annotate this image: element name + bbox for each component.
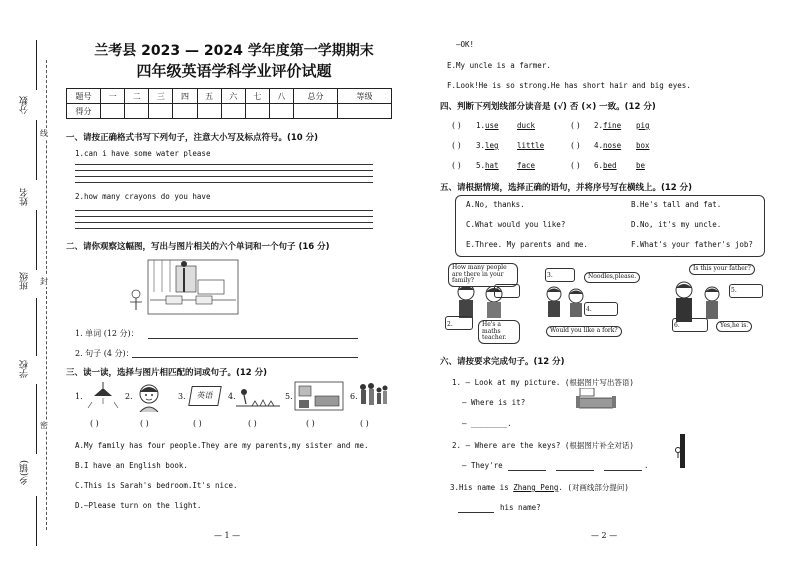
answer-line[interactable] xyxy=(508,470,546,471)
door-keys-icon xyxy=(674,434,688,468)
score-input[interactable] xyxy=(245,104,269,119)
scene1-blank-number: 1. xyxy=(496,287,502,294)
scene1-question-bubble: How many people are there in your family? xyxy=(448,263,518,287)
judge-word-2: pig xyxy=(636,121,650,130)
judge-word-5: face xyxy=(517,161,536,170)
judge-word-3: little xyxy=(517,141,545,150)
answer-line[interactable] xyxy=(148,338,358,339)
boy-face-icon xyxy=(136,382,162,412)
cell-q3: 三 xyxy=(149,89,173,104)
bedroom-icon xyxy=(293,380,345,412)
choice-f: F.What's your father's job? xyxy=(631,240,753,249)
sidebar-label-score: 分数 xyxy=(20,96,30,114)
answer-blank[interactable] xyxy=(545,268,575,282)
cell-total: 总分 xyxy=(294,89,338,104)
judge-bracket[interactable]: ( ) xyxy=(571,161,580,170)
lamp-icon xyxy=(86,382,120,412)
answer-line[interactable] xyxy=(458,512,494,513)
exam-title-line1: 兰考县 2023 — 2024 学年度第一学期期末 xyxy=(94,43,374,59)
section6-q3-prompt: 3.His name is Zhang Peng. (对画线部分提问) xyxy=(450,483,629,492)
answer-bracket[interactable]: ( ) xyxy=(140,419,149,428)
item-number: 6. xyxy=(350,392,358,401)
judge-word-1: duck xyxy=(517,121,536,130)
score-input[interactable] xyxy=(149,104,173,119)
cell-grade: 等级 xyxy=(338,89,392,104)
section2-heading: 二、请你观察这幅图，写出与图片相关的六个单词和一个句子 (16 分) xyxy=(66,242,330,252)
writing-line[interactable] xyxy=(75,228,373,229)
score-input[interactable] xyxy=(221,104,245,119)
cell-q2: 二 xyxy=(125,89,149,104)
section6-heading: 六、请按要求完成句子。(12 分) xyxy=(440,357,565,367)
scene3-question-bubble: Is this your father? xyxy=(689,264,755,275)
sidebar-label-town: 乡(镇) xyxy=(20,460,30,486)
section5-heading: 五、请根据情境，选择正确的语句，并将序号写在横线上。(12 分) xyxy=(440,183,693,193)
scene2-question-bubble: Would you like a fork? xyxy=(546,326,622,337)
item-number: 3. xyxy=(178,392,186,401)
judge-item-2: 2.fine xyxy=(594,121,622,130)
score-input[interactable] xyxy=(338,104,392,119)
scene3-answer-bubble: Yes,he is. xyxy=(716,321,752,332)
answer-line[interactable] xyxy=(556,470,594,471)
writing-line[interactable] xyxy=(75,210,373,211)
answer-blank[interactable] xyxy=(584,302,618,316)
answer-bracket[interactable]: ( ) xyxy=(248,419,257,428)
option-b: B.I have an English book. xyxy=(75,461,188,470)
sidebar-line xyxy=(36,210,37,270)
answer-bracket[interactable]: ( ) xyxy=(193,419,202,428)
answer-blank[interactable] xyxy=(729,284,763,298)
judge-word-6: be xyxy=(636,161,646,170)
classroom-picture xyxy=(126,256,244,318)
score-input[interactable] xyxy=(294,104,338,119)
cell-q7: 七 xyxy=(245,89,269,104)
writing-line[interactable] xyxy=(75,216,373,217)
section2-words-label: 1. 单词 (12 分)： xyxy=(75,329,139,338)
section2-sentence-label: 2. 句子 (4 分)： xyxy=(75,349,134,358)
choice-a: A.No, thanks. xyxy=(466,200,525,209)
page-number-1: — 1 — xyxy=(214,531,241,540)
judge-item-1: 1.use xyxy=(476,121,499,130)
cell-q4: 四 xyxy=(173,89,197,104)
sidebar-line xyxy=(36,40,37,90)
answer-blank[interactable] xyxy=(445,316,473,330)
section1-heading: 一、请按正确格式书写下列句子，注意大小写及标点符号。(10 分) xyxy=(66,133,319,143)
score-input[interactable] xyxy=(197,104,221,119)
item-number: 1. xyxy=(75,392,83,401)
answer-blank[interactable] xyxy=(494,284,520,298)
section3-heading: 三、读一读，选择与图片相匹配的词或句子。(12 分) xyxy=(66,368,268,378)
score-input[interactable] xyxy=(269,104,293,119)
judge-bracket[interactable]: ( ) xyxy=(571,121,580,130)
section6-q2-prompt: 2. — Where are the keys? (根据图片补全对话) xyxy=(452,441,634,450)
item-number: 4. xyxy=(228,392,236,401)
scene1-blank-number: 2. xyxy=(447,321,453,328)
scene2-blank-number: 3. xyxy=(547,272,553,279)
cell-q5: 五 xyxy=(197,89,221,104)
score-table-header-row xyxy=(67,89,392,104)
option-f: F.Look!He is so strong.He has short hair and big eyes. xyxy=(447,81,691,90)
sidebar-line xyxy=(36,496,37,546)
judge-item-6: 6.bed xyxy=(594,161,617,170)
page-number-2: — 2 — xyxy=(591,531,618,540)
option-d: D.—Please turn on the light. xyxy=(75,501,202,510)
answer-blank[interactable] xyxy=(672,318,708,332)
judge-item-5: 5.hat xyxy=(476,161,499,170)
cell-q8: 八 xyxy=(269,89,293,104)
answer-bracket[interactable]: ( ) xyxy=(90,419,99,428)
answer-bracket[interactable]: ( ) xyxy=(306,419,315,428)
answer-line[interactable] xyxy=(132,357,358,358)
cell-label: 题号 xyxy=(67,89,101,104)
writing-line[interactable] xyxy=(75,222,373,223)
choice-d: D.No, it's my uncle. xyxy=(631,220,722,229)
writing-line[interactable] xyxy=(75,164,373,165)
judge-item-4: 4.nose xyxy=(594,141,622,150)
sidebar-line xyxy=(36,298,37,356)
seal-char-seal: 封 xyxy=(40,277,48,286)
sidebar-label-name: 姓名 xyxy=(20,188,30,206)
score-input[interactable] xyxy=(101,104,125,119)
sidebar-line xyxy=(36,384,37,454)
choice-b: B.He's tall and fat. xyxy=(631,200,722,209)
period: . xyxy=(644,461,649,470)
writing-line[interactable] xyxy=(75,176,373,177)
sidebar-label-school: 学校 xyxy=(20,360,30,378)
item-number: 5. xyxy=(285,392,293,401)
scene2-answer-bubble: Noodles,please. xyxy=(584,272,640,283)
section6-q1-answer[interactable]: — ________. xyxy=(462,419,512,428)
sidebar-line xyxy=(36,120,37,180)
item-number: 2. xyxy=(125,392,133,401)
sidebar-label-class: 班级 xyxy=(20,272,30,290)
binding-margin xyxy=(0,0,52,561)
exam-title-line2: 四年级英语学科学业评价试题 xyxy=(136,62,332,80)
section1-q1: 1.can i have some water please xyxy=(75,149,211,158)
judge-item-3: 3.leg xyxy=(476,141,499,150)
option-c: C.This is Sarah's bedroom.It's nice. xyxy=(75,481,238,490)
family-icon xyxy=(358,380,388,414)
judge-bracket[interactable]: ( ) xyxy=(452,121,461,130)
writing-line[interactable] xyxy=(75,182,373,183)
scene3-blank-number: 6. xyxy=(674,322,680,329)
cell-q1: 一 xyxy=(101,89,125,104)
judge-bracket[interactable]: ( ) xyxy=(452,161,461,170)
seal-char-line: 线 xyxy=(40,129,48,138)
scene2-blank-number: 4. xyxy=(586,306,592,313)
english-book-icon: 英语 xyxy=(188,386,222,406)
judge-bracket[interactable]: ( ) xyxy=(571,141,580,150)
section1-q2: 2.how many crayons do you have xyxy=(75,192,211,201)
score-input[interactable] xyxy=(173,104,197,119)
option-d-reply: —OK! xyxy=(456,40,475,49)
judge-bracket[interactable]: ( ) xyxy=(452,141,461,150)
answer-bracket[interactable]: ( ) xyxy=(360,419,369,428)
score-table xyxy=(66,88,392,119)
section6-q1-prompt: 1. — Look at my picture. (根据图片写出答语) xyxy=(452,378,634,387)
seal-char-secret: 密 xyxy=(40,421,48,430)
section4-heading: 四、判断下列划线部分读音是 (√) 否 (×) 一致。(12 分) xyxy=(440,102,656,112)
picture-on-wall-icon xyxy=(576,388,616,410)
judge-word-4: box xyxy=(636,141,650,150)
farmer-field-icon xyxy=(236,384,280,410)
section6-q3-tail: his name? xyxy=(500,503,541,512)
score-input[interactable] xyxy=(125,104,149,119)
choice-c: C.What would you like? xyxy=(466,220,566,229)
option-e: E.My uncle is a farmer. xyxy=(447,61,551,70)
section6-q1-question: — Where is it? xyxy=(462,398,526,407)
cell-q6: 六 xyxy=(221,89,245,104)
cell-score-label: 得分 xyxy=(67,104,101,119)
option-a: A.My family has four people.They are my parents,my sister and me. xyxy=(75,441,369,450)
writing-line[interactable] xyxy=(75,170,373,171)
scene3-blank-number: 5. xyxy=(731,287,737,294)
section6-q2-answer-start: — They're xyxy=(462,461,503,470)
choice-e: E.Three. My parents and me. xyxy=(466,240,588,249)
answer-line[interactable] xyxy=(604,470,642,471)
scene1-answer-bubble: He's a maths teacher. xyxy=(478,320,520,344)
score-table-score-row xyxy=(67,104,392,119)
